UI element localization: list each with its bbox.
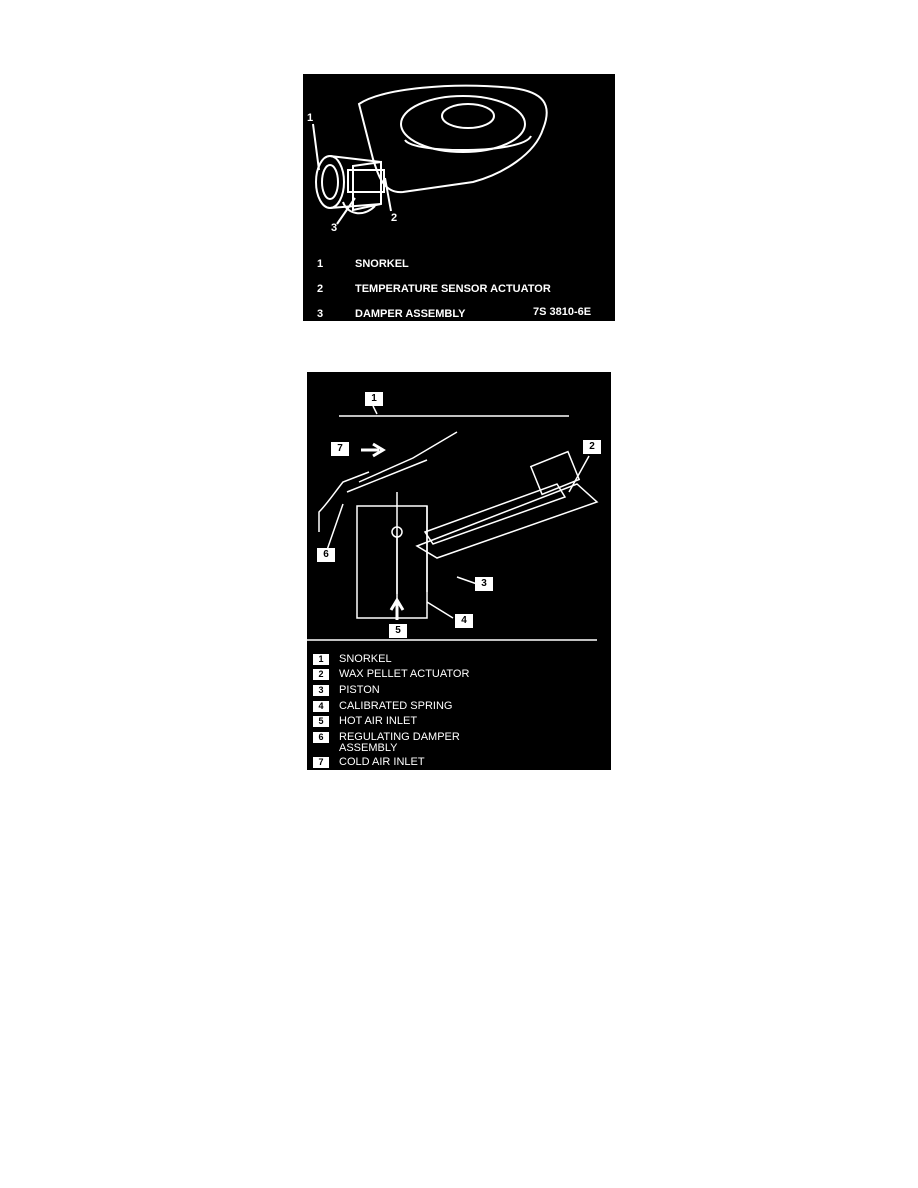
snorkel-assembly-figure: 1 2 3 1 SNORKEL 2 TEMPERATURE SENSOR ACTUATOR 3 DAMPER ASSEMBLY 7S 3810-6E: [303, 74, 615, 321]
callout-2: 2: [583, 440, 601, 454]
callout-6: 6: [317, 548, 335, 562]
wax-pellet-actuator-figure: 1 2 3 4 5 6 7 1 SNORKEL 2 WAX PELLET ACTUATOR 3 PISTON 4 CALIBRATED SPRING 5 HOT AIR INLET 6 REGULATING DAMPER ASSEMBLY 7 COLD AIR INLET: [307, 372, 611, 770]
callout-5: 5: [389, 624, 407, 638]
callout-3: 3: [331, 222, 338, 234]
callout-7: 7: [331, 442, 349, 456]
callout-1: 1: [365, 392, 383, 406]
callout-1: 1: [307, 112, 314, 124]
callout-4: 4: [455, 614, 473, 628]
figure-code: 7S 3810-6E: [533, 306, 592, 318]
callout-2: 2: [391, 212, 398, 224]
callout-3: 3: [475, 577, 493, 591]
